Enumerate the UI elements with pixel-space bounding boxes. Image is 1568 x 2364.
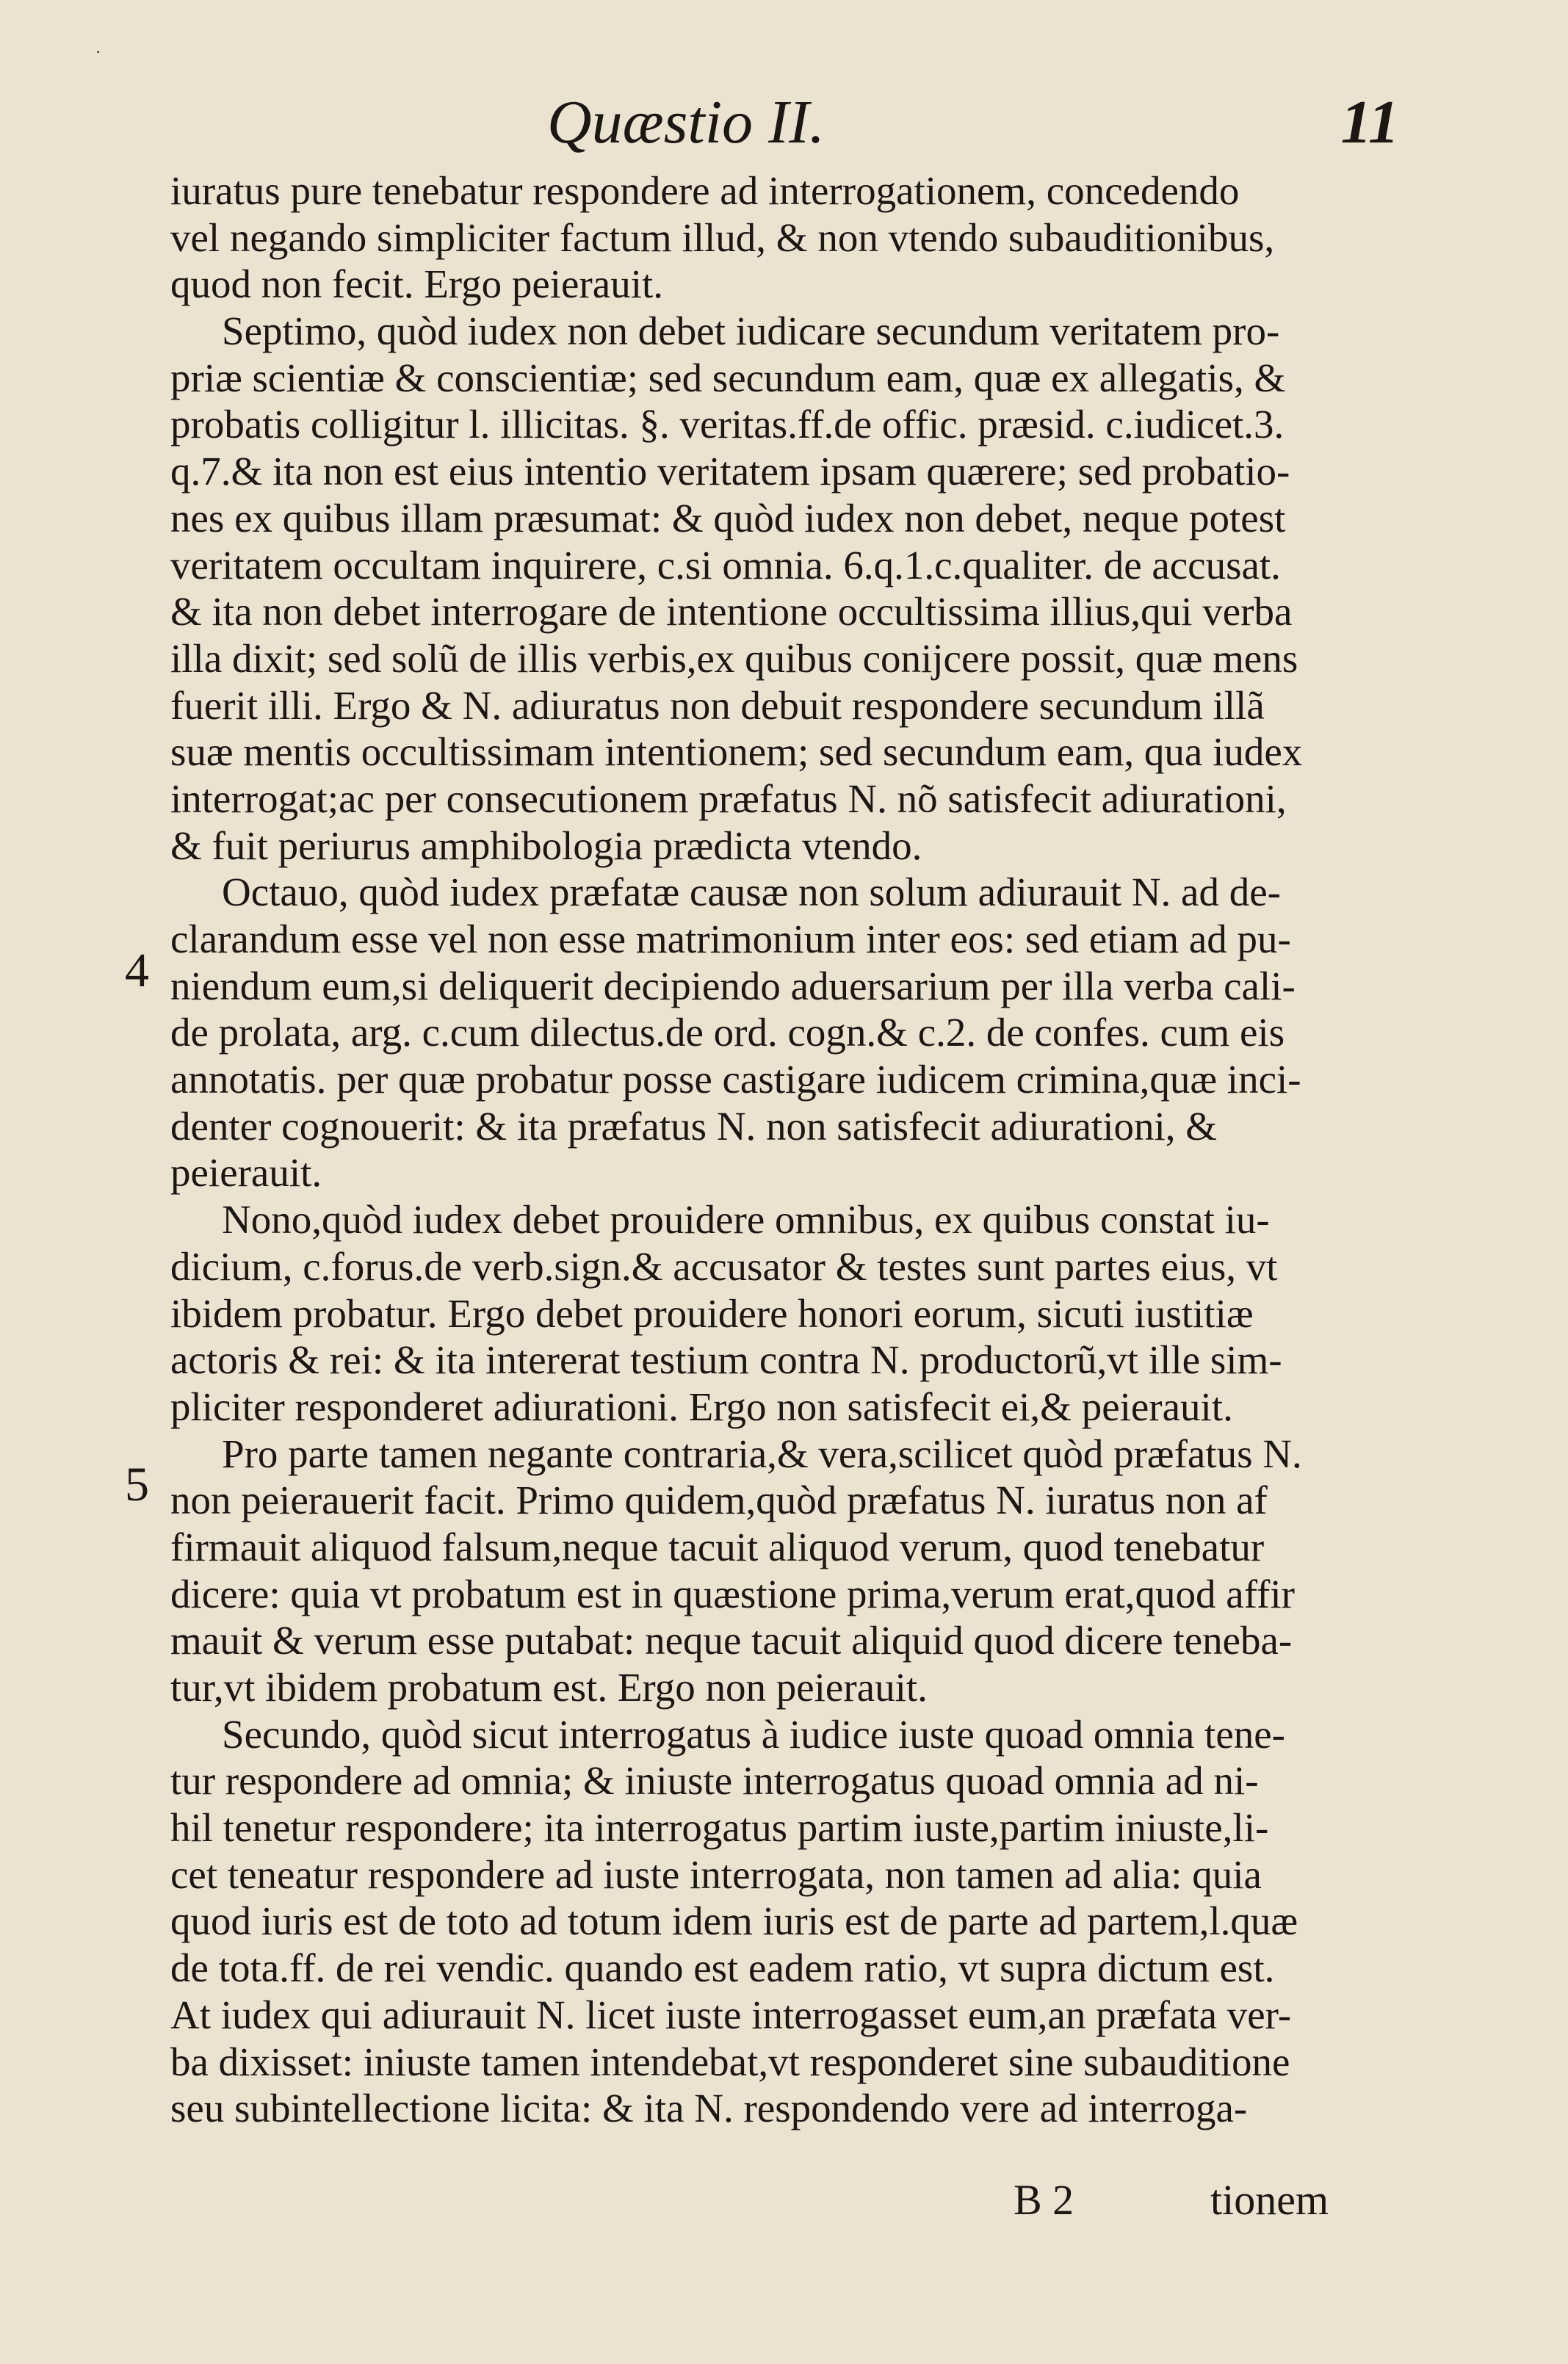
text-line: interrogat;ac per consecutionem præfatus N. nõ satisfecit adiurationi, — [170, 776, 1287, 821]
text-line: pliciter responderet adiurationi. Ergo non satisfecit ei,& peierauit. — [170, 1384, 1233, 1429]
ink-speck: · — [95, 43, 101, 61]
text-line: & fuit periurus amphibologia prædicta vtendo. — [170, 823, 922, 868]
text-line: annotatis. per quæ probatur posse castigare iudicem crimina,quæ inci- — [170, 1057, 1301, 1102]
text-line: illa dixit; sed solũ de illis verbis,ex quibus conijcere possit, quæ mens — [170, 635, 1298, 681]
text-line: tur respondere ad omnia; & iniuste interrogatus quoad omnia ad ni- — [170, 1758, 1259, 1804]
text-line: firmauit aliquod falsum,neque tacuit aliquod verum, quod tenebatur — [170, 1524, 1265, 1569]
text-line: niendum eum,si deliquerit decipiendo aduersarium per illa verba cali- — [170, 963, 1296, 1008]
text-line: tur,vt ibidem probatum est. Ergo non peierauit. — [170, 1665, 928, 1710]
text-line: q.7.& ita non est eius intentio veritatem ipsam quærere; sed probatio- — [170, 449, 1290, 494]
text-line: de tota.ff. de rei vendic. quando est eadem ratio, vt supra dictum est. — [170, 1945, 1275, 1991]
page-number: 11 — [1340, 88, 1399, 156]
text-line: At iudex qui adiurauit N. licet iuste interrogasset eum,an præfata ver- — [170, 1992, 1292, 2037]
signature-mark: B 2 — [1014, 2176, 1074, 2224]
text-line: dicium, c.forus.de verb.sign.& accusator & testes sunt partes eius, vt — [170, 1243, 1278, 1289]
text-line: nes ex quibus illam præsumat: & quòd iudex non debet, neque potest — [170, 495, 1286, 541]
catchword: tionem — [1210, 2176, 1329, 2224]
text-line: denter cognouerit: & ita præfatus N. non satisfecit adiurationi, & — [170, 1103, 1218, 1149]
text-line: ba dixisset: iniuste tamen intendebat,vt responderet sine subauditione — [170, 2039, 1290, 2084]
body-text — [170, 167, 1390, 2132]
text-line: clarandum esse vel non esse matrimonium inter eos: sed etiam ad pu- — [170, 917, 1291, 961]
text-line: Octauo, quòd iudex præfatæ causæ non solum adiurauit N. ad de- — [222, 870, 1281, 915]
text-line: peierauit. — [170, 1150, 322, 1196]
text-line: probatis colligitur l. illicitas. §. veritas.ff.de offic. præsid. c.iudicet.3. — [170, 402, 1285, 447]
text-line: vel negando simpliciter factum illud, & non vtendo subauditionibus, — [170, 214, 1275, 260]
text-line: seu subintellectione licita: & ita N. respondendo vere ad interroga- — [170, 2086, 1248, 2131]
text-line: Secundo, quòd sicut interrogatus à iudice iuste quoad omnia tene- — [222, 1711, 1285, 1757]
text-line: dicere: quia vt probatum est in quæstione prima,verum erat,quod affir — [170, 1571, 1295, 1616]
running-head: Quæstio II. — [547, 88, 825, 156]
text-line: Nono,quòd iudex debet prouidere omnibus, ex quibus constat iu- — [222, 1197, 1270, 1243]
text-line: quod iuris est de toto ad totum idem iuris est de parte ad partem,l.quæ — [170, 1898, 1298, 1944]
text-line: de prolata, arg. c.cum dilectus.de ord. cogn.& c.2. de confes. cum eis — [170, 1010, 1285, 1055]
text-line: Septimo, quòd iudex non debet iudicare secundum veritatem pro- — [222, 308, 1280, 354]
text-line: cet teneatur respondere ad iuste interrogata, non tamen ad alia: quia — [170, 1851, 1262, 1897]
text-line: quod non fecit. Ergo peierauit. — [170, 261, 664, 307]
text-line: mauit & verum esse putabat: neque tacuit aliquid quod dicere teneba- — [170, 1618, 1293, 1663]
text-line: ibidem probatur. Ergo debet prouidere honori eorum, sicuti iustitiæ — [170, 1290, 1254, 1336]
text-line: hil tenetur respondere; ita interrogatus partim iuste,partim iniuste,li- — [170, 1805, 1269, 1851]
text-line: suæ mentis occultissimam intentionem; sed secundum eam, qua iudex — [170, 729, 1303, 775]
text-line: actoris & rei: & ita intererat testium contra N. productorũ,vt ille sim- — [170, 1337, 1282, 1383]
text-line: & ita non debet interrogare de intentione occultissima illius,qui verba — [170, 589, 1293, 635]
margin-marker-5: 5 — [125, 1458, 149, 1511]
text-line: fuerit illi. Ergo & N. adiuratus non debuit respondere secundum illã — [170, 682, 1265, 728]
text-line: non peierauerit facit. Primo quidem,quòd præfatus N. iuratus non af — [170, 1478, 1268, 1523]
text-line: iuratus pure tenebatur respondere ad interrogationem, concedendo — [170, 168, 1240, 213]
text-line: priæ scientiæ & conscientiæ; sed secundum eam, quæ ex allegatis, & — [170, 355, 1286, 400]
margin-marker-4: 4 — [125, 944, 149, 997]
text-line: Pro parte tamen negante contraria,& vera,scilicet quòd præfatus N. — [222, 1431, 1302, 1476]
text-line: veritatem occultam inquirere, c.si omnia. 6.q.1.c.qualiter. de accusat. — [170, 542, 1281, 588]
